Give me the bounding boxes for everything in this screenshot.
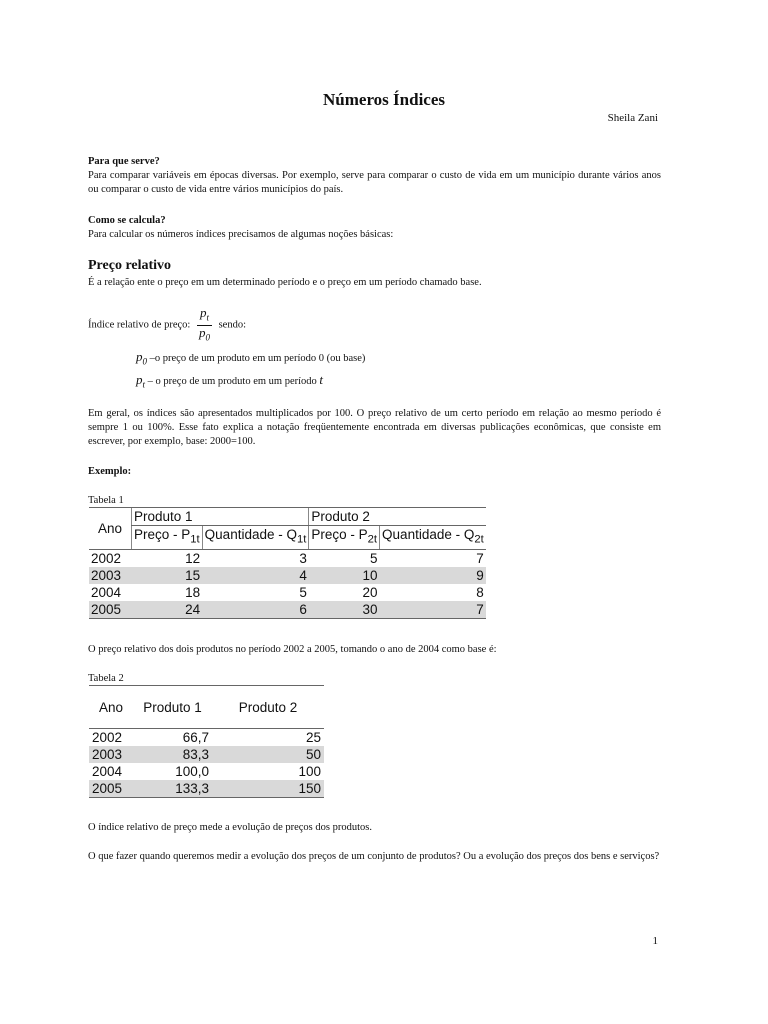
tabela2	[89, 685, 324, 798]
tabela1-p1: 24	[132, 601, 203, 619]
tabela2-ano: 2004	[92, 764, 123, 779]
tabela1-produto2-header: Produto 2	[309, 508, 486, 526]
tabela1-p1: 12	[185, 550, 201, 566]
tabela1-q2: 9	[476, 567, 484, 583]
tabela2-p1: 66,7	[182, 730, 209, 745]
tabela1	[89, 507, 486, 619]
tabela1-q2: 7	[380, 601, 486, 619]
p0-period: 0	[318, 353, 325, 364]
tabela1-col-qtd-p1: Quantidade - $Q_{1t}$	[202, 526, 309, 550]
price-ratio-fraction	[197, 306, 212, 344]
tabela1-header-row-1	[89, 508, 486, 526]
tabela1-col-preco-p1: Preço - $P_{1t}$	[132, 526, 203, 550]
tabela2-caption: Tabela 2	[88, 673, 124, 684]
tabela1-header-row-2	[89, 526, 486, 550]
tabela1-q1: 4	[299, 567, 307, 583]
tabela1-produto1-header: Produto 1	[132, 508, 309, 526]
tabela1-ano: 2002	[91, 550, 122, 566]
formula-label: Índice relativo de preço:	[88, 319, 191, 331]
author-name: Sheila Zani	[607, 112, 658, 124]
table-row	[89, 729, 324, 747]
tabela1-p2: 10	[362, 567, 378, 583]
table-row	[89, 549, 486, 567]
exemplo-label: Exemplo:	[88, 466, 132, 477]
page-title: Números Índices	[323, 90, 445, 109]
table-row	[89, 601, 486, 619]
tabela2-ano: 2002	[92, 730, 123, 745]
tabela1-col-qtd-p2: Quantidade - $Q_{2t}$	[380, 526, 486, 550]
p0-tail: (ou base)	[326, 353, 366, 364]
tabela2-ano: 2003	[92, 747, 123, 762]
tabela2-p1: 83,3	[182, 747, 209, 762]
tabela2-p2: 150	[212, 780, 324, 798]
definition-p0	[136, 350, 636, 369]
tabela2-p2: 50	[305, 747, 321, 762]
heading-preco-relativo: Preço relativo	[88, 258, 172, 273]
pt-period: t	[319, 372, 324, 387]
section-text-para-que-serve: Para comparar variáveis em épocas diversas. Por exemplo, serve para comparar o custo de vida em um município durante vários anos ou comparar o custo de vida entre vários municípios do país.	[88, 170, 661, 195]
formula-suffix: sendo:	[218, 319, 246, 331]
tabela1-q1: 3	[299, 550, 307, 566]
tabela1-p2: 30	[309, 601, 380, 619]
table-row	[89, 780, 324, 798]
tabela1-ano: 2003	[91, 567, 122, 583]
tabela1-q1: 5	[299, 584, 307, 600]
p0-symbol: $p_0$	[136, 349, 147, 367]
tabela1-q2: 8	[476, 584, 484, 600]
page-number: 1	[652, 935, 658, 947]
tabela2-p1: 100,0	[175, 764, 209, 779]
pt-symbol: $p_t$	[136, 372, 146, 390]
tabela2-produto1-header: Produto 1	[133, 686, 212, 729]
paragraph-indice-relativo: O índice relativo de preço mede a evolução de preços dos produtos.	[88, 822, 372, 833]
paragraph-tabela2-intro: O preço relativo dos dois produtos no período 2002 a 2005, tomando o ano de 2004 como base é:	[88, 644, 497, 655]
section-heading-como-se-calcula: Como se calcula?	[88, 215, 166, 226]
paragraph-question: O que fazer quando queremos medir a evolução dos preços de um conjunto de produtos? Ou a evolução dos preços dos bens e serviços?	[88, 851, 660, 862]
tabela1-ano-header: Ano	[89, 508, 132, 550]
table-row	[89, 584, 486, 601]
table-row	[89, 746, 324, 763]
fraction-denominator: $p_0$	[198, 324, 210, 343]
tabela1-ano: 2005	[89, 601, 132, 619]
tabela1-q2: 7	[476, 550, 484, 566]
paragraph-em-geral: Em geral, os índices são apresentados multiplicados por 100. O preço relativo de um certo período em relação ao mesmo período é sempre 1 ou 100%. Esse fato explica a notação freqüentemente encontrada em diversas publicações econômicas, que consiste em escrever, por exemplo, base: 2000=100.	[88, 408, 661, 447]
tabela1-ano: 2004	[91, 584, 122, 600]
tabela2-p1: 133,3	[133, 780, 212, 798]
fraction-numerator: $p_t$	[197, 306, 212, 326]
tabela1-q1: 6	[202, 601, 309, 619]
tabela2-produto2-header: Produto 2	[212, 686, 324, 729]
pt-text: – o preço de um produto em um período	[147, 376, 317, 387]
table-row	[89, 567, 486, 584]
tabela1-p1: 15	[185, 567, 201, 583]
definition-pt	[136, 373, 636, 392]
section-text-como-se-calcula: Para calcular os números índices precisamos de algumas noções básicas:	[88, 229, 394, 240]
tabela1-p2: 5	[370, 550, 378, 566]
tabela2-ano-header: Ano	[89, 686, 133, 729]
table-row	[89, 763, 324, 780]
preco-relativo-definition: É a relação ente o preço em um determinado período e o preço em um período chamado base.	[88, 277, 482, 288]
tabela2-p2: 25	[305, 730, 321, 745]
tabela1-caption: Tabela 1	[88, 495, 124, 506]
section-heading-para-que-serve: Para que serve?	[88, 156, 160, 167]
tabela1-col-preco-p2: Preço - $P_{2t}$	[309, 526, 380, 550]
tabela2-p2: 100	[298, 764, 321, 779]
tabela2-ano: 2005	[89, 780, 133, 798]
tabela1-p2: 20	[362, 584, 378, 600]
tabela2-header-row	[89, 686, 324, 729]
formula-line	[88, 306, 661, 344]
p0-text: –o preço de um produto em um período	[149, 353, 317, 364]
tabela1-p1: 18	[185, 584, 201, 600]
